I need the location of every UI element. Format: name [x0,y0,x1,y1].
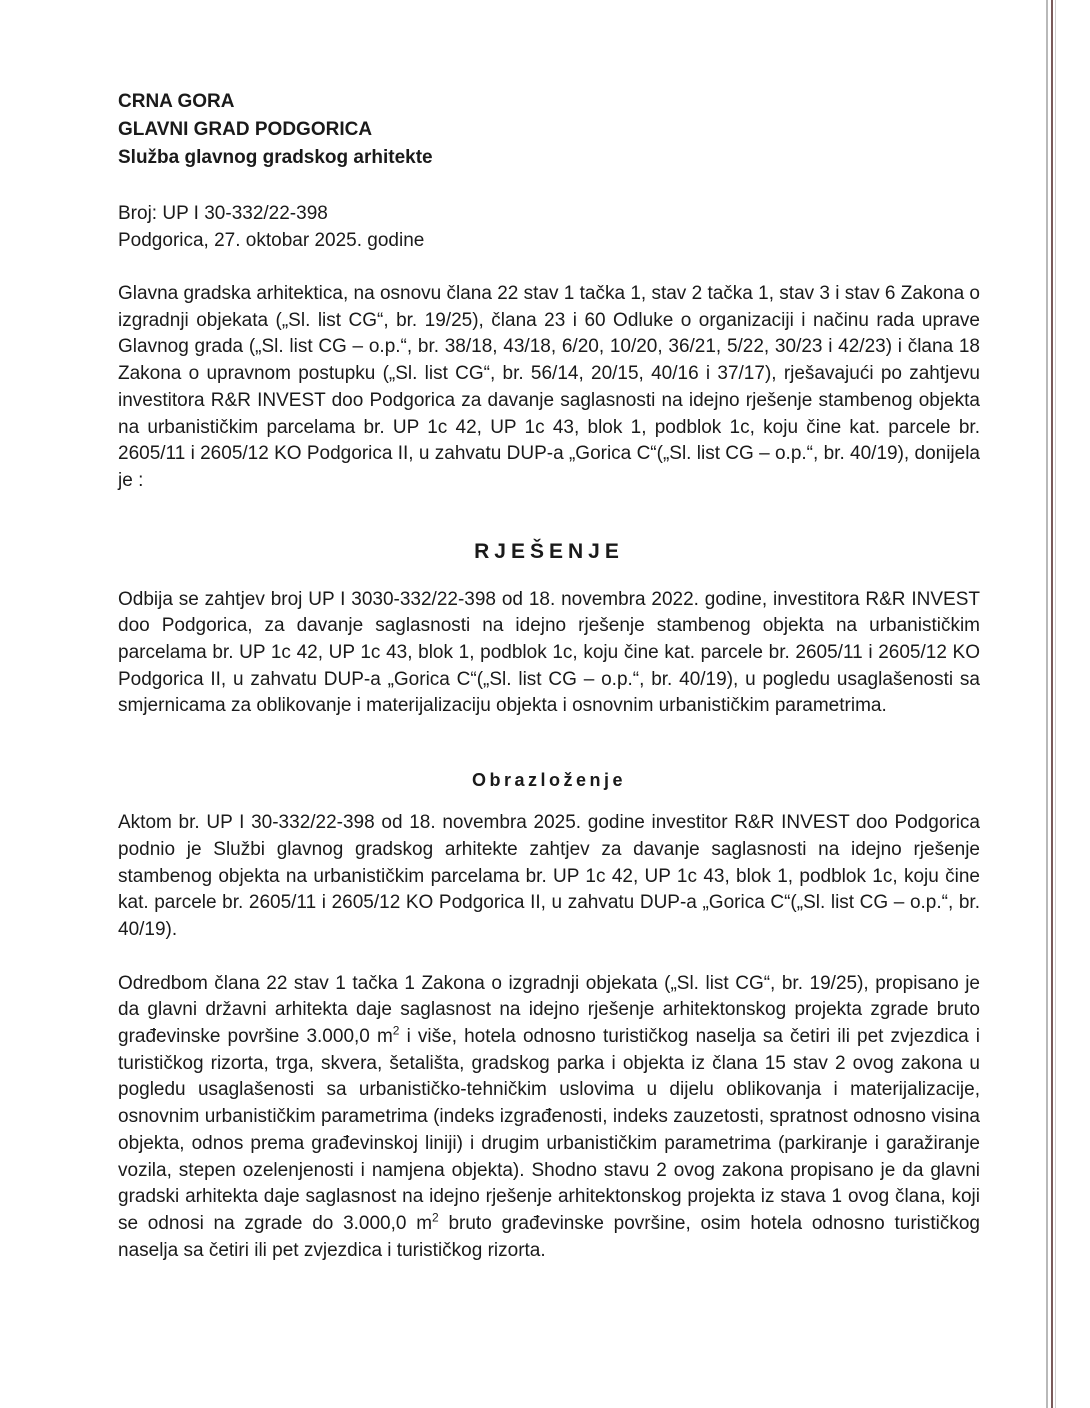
document-meta [118,200,980,254]
reasoning-p2-part-a: Odredbom člana 22 stav 1 tačka 1 Zakona o izgradnji objekata („Sl. list CG“, br. 19/25), propisano je da glavni državni arhitekta daje saglasnost na idejno rješenje arhitektonskog projekta zgrade bruto građevinske površine 3.000,0 m [118,972,980,1048]
document-place-date: Podgorica, 27. oktobar 2025. godine [118,230,425,251]
scan-edge [1046,0,1060,1408]
reasoning-paragraph-1: Aktom br. UP I 30-332/22-398 od 18. novembra 2025. godine investitor R&R INVEST doo Podgorica podnio je Službi glavnog gradskog arhitekte zahtjev za davanje saglasnosti na idejno rješenje stambenog objekta na urbanističkim parcelama br. UP 1c 42, UP 1c 43, blok 1, podblok 1c, koju čine kat. parcele br. 2605/11 i 2605/12 KO Podgorica II, u zahvatu DUP-a „Gorica C“(„Sl. list CG – o.p.“, br. 40/19). [118,812,980,940]
decision-paragraph: Odbija se zahtjev broj UP I 3030-332/22-398 od 18. novembra 2022. godine, investitora R&R INVEST doo Podgorica, za davanje saglasnosti na idejno rješenje stambenog objekta na urbanističkim parcelama br. UP 1c 42, UP 1c 43, blok 1, podblok 1c, koju čine kat. parcele br. 2605/11 i 2605/12 KO Podgorica II, u zahvatu DUP-a „Gorica C“(„Sl. list CG – o.p.“, br. 40/19), u pogledu usaglašenosti sa smjernicama za oblikovanje i materijalizaciju objekta i osnovnim urbanističkim parametrima. [118,588,980,717]
reasoning-p2-part-b: i više, hotela odnosno turističkog naselja sa četiri ili pet zvjezdica i turističkog rizorta, trga, skvera, šetališta, gradskog parka i objekta iz člana 15 stav 2 ovog zakona u pogledu usaglašenosti sa urbanističko-tehničkim uslovima u dijelu oblikovanja i materijalizacije, osnovnim urbanističkim parametrima (indeks izgrađenosti, indeks zauzetosti, spratnost odnosno visina objekta, odnos prema građevinskoj liniji) i drugim urbanističkim parametrima (parkiranje i garažiranje vozila, stepen ozelenjenosti i namjena objekta). Shodno stavu 2 ovog zakona propisano je da glavni gradski arhitekta daje saglasnost na idejno rješenje arhitektonskog projekta iz stava 1 ovog člana, koji se odnosi na zgrade do 3.000,0 m [118,1026,980,1234]
reasoning-title: Obrazloženje [471,770,627,791]
reasoning-p2-part-c: bruto građevinske površine, osim hotela odnosno turističkog naselja sa četiri ili pet zvjezdica i turističkog rizorta. [118,1212,980,1261]
header-city: GLAVNI GRAD PODGORICA [118,119,373,140]
header-country: CRNA GORA [118,91,235,112]
intro-paragraph: Glavna gradska arhitektica, na osnovu člana 22 stav 1 tačka 1, stav 2 tačka 1, stav 3 i stav 6 Zakona o izgradnji objekata („Sl. list CG“, br. 19/25), člana 23 i 60 Odluke o organizaciji i načinu rada uprave Glavnog grada („Sl. list CG – o.p.“, br. 38/18, 43/18, 6/20, 10/20, 36/21, 5/22, 30/23 i 42/23) i člana 18 Zakona o upravnom postupku („Sl. list CG“, br. 56/14, 20/15, 40/16 i 37/17), rješavajući po zahtjevu investitora R&R INVEST doo Podgorica za davanje saglasnosti na idejno rješenje stambenog objekta na urbanističkim parcelama br. UP 1c 42, UP 1c 43, blok 1, podblok 1c, koju čine kat. parcele br. 2605/11 i 2605/12 KO Podgorica II, u zahvatu DUP-a „Gorica C“(„Sl. list CG – o.p.“, br. 40/19), donijela je : [118,283,980,491]
header-office: Služba glavnog gradskog arhitekte [118,147,433,168]
document-number: Broj: UP I 30-332/22-398 [118,203,328,224]
superscript-2: 2 [432,1210,439,1225]
reasoning-paragraph-2 [118,971,980,1265]
document-page [118,88,980,1264]
superscript-2: 2 [392,1023,400,1038]
decision-title: RJEŠENJE [474,539,624,563]
